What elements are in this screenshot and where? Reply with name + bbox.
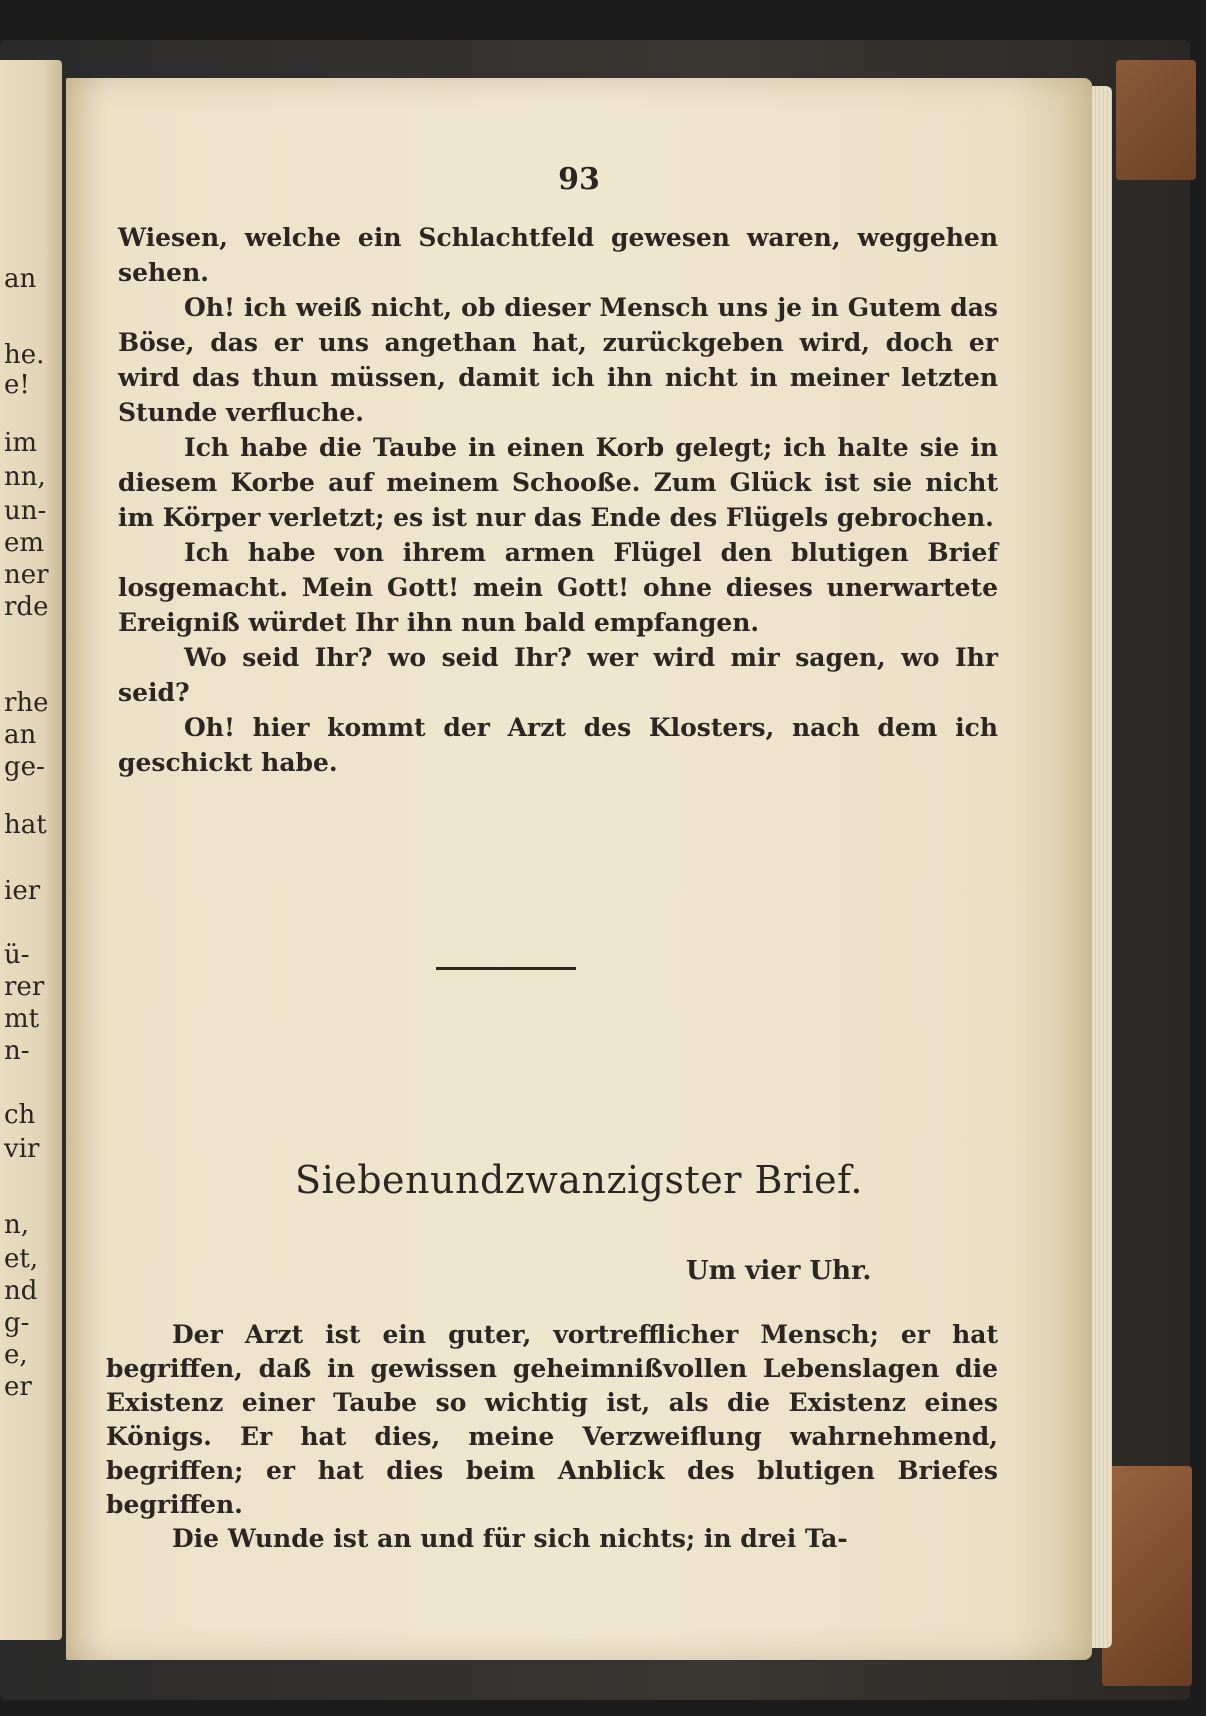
letter-heading: Siebenundzwanzigster Brief. <box>295 1158 863 1202</box>
left-page-fragment: er <box>4 1372 32 1402</box>
left-page-fragment: n- <box>4 1036 30 1066</box>
paragraph: Wiesen, welche ein Schlachtfeld gewesen waren, weggehen sehen. <box>118 223 998 287</box>
left-page-fragment: un- <box>4 496 47 526</box>
paragraph: Oh! hier kommt der Arzt des Klosters, nach dem ich geschickt habe. <box>118 713 998 777</box>
dateline: Um vier Uhr. <box>686 1256 872 1286</box>
left-page-fragment: et, <box>4 1244 39 1274</box>
left-page-fragment: rhe <box>4 688 49 718</box>
body-text-top <box>118 220 998 780</box>
left-page-fragment: vir <box>4 1134 40 1164</box>
cover-corner-bottom <box>1102 1466 1192 1686</box>
left-page-fragment: ch <box>4 1100 36 1130</box>
paragraph: Ich habe die Taube in einen Korb gelegt; ich halte sie in diesem Korbe auf meinem Schooße. Zum Glück ist sie nicht im Körper verletzt; es ist nur das Ende des Flügels gebrochen. <box>118 433 998 532</box>
book-page <box>66 78 1092 1660</box>
left-page-fragment: im <box>4 428 37 458</box>
paragraph: Die Wunde ist an und für sich nichts; in drei Ta- <box>172 1524 848 1553</box>
left-page-fragment: hat <box>4 810 47 840</box>
paragraph: Wo seid Ihr? wo seid Ihr? wer wird mir sagen, wo Ihr seid? <box>118 643 998 707</box>
left-page-fragment: g- <box>4 1308 30 1338</box>
cover-corner-top <box>1116 60 1196 180</box>
left-page-fragment: nn, <box>4 462 46 492</box>
paragraph: Oh! ich weiß nicht, ob dieser Mensch uns je in Gutem das Böse, das er uns angethan hat, zurückgeben wird, doch er wird das thun müssen, damit ich ihn nicht in meiner letzten Stunde verfluche. <box>118 293 998 427</box>
left-page-fragment: nd <box>4 1276 38 1306</box>
paragraph: Ich habe von ihrem armen Flügel den blutigen Brief losgemacht. Mein Gott! mein Gott! ohne dieses unerwartete Ereigniß würdet Ihr ihn nun bald empfangen. <box>118 538 998 637</box>
left-page-fragment: rde <box>4 592 49 622</box>
left-page-fragment: ier <box>4 876 41 906</box>
left-page-fragment: he. <box>4 340 45 370</box>
left-page-fragment: n, <box>4 1210 30 1240</box>
left-page-fragment: e! <box>4 370 30 400</box>
left-page-fragment: ner <box>4 560 49 590</box>
page-number: 93 <box>558 162 600 197</box>
left-page-fragment: ge- <box>4 752 45 782</box>
left-page-fragment: e, <box>4 1340 28 1370</box>
left-page <box>0 60 62 1640</box>
body-text-bottom <box>106 1318 998 1556</box>
section-divider <box>436 967 576 970</box>
left-page-fragment: an <box>4 264 37 294</box>
paragraph: Der Arzt ist ein guter, vortrefflicher Mensch; er hat begriffen, daß in gewissen geheimnißvollen Lebenslagen die Existenz einer Taube so wichtig ist, als die Existenz eines Königs. Er hat dies, meine Verzweiflung wahrnehmend, begriffen; er hat dies beim Anblick des blutigen Briefes begriffen. <box>106 1320 998 1519</box>
left-page-fragment: ü- <box>4 940 30 970</box>
left-page-fragment: mt <box>4 1004 40 1034</box>
left-page-fragment: rer <box>4 972 45 1002</box>
left-page-fragment: em <box>4 528 45 558</box>
left-page-fragment: an <box>4 720 37 750</box>
